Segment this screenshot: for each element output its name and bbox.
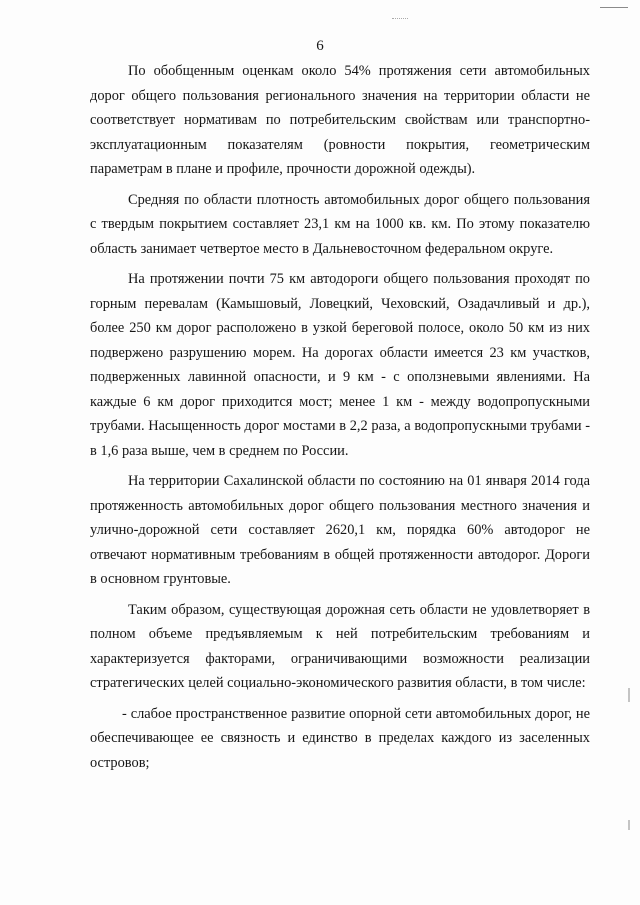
scan-artifact-right [628, 820, 630, 830]
paragraph-mountain-passes: На протяжении почти 75 км автодороги общего пользования проходят по горным перевалам (Камышовый, Ловецкий, Чеховский, Озадачливый и др.), более 250 км дорог расположено в узкой береговой полосе, около 50 км из них подвержено разрушению морем. На дорогах области имеется 23 км участков, подверженных лавинной опасности, и 9 км - с оползневыми явлениями. На каждые 6 км дорог приходится мост; менее 1 км - между водопропускными трубами. Насыщенность дорог мостами в 2,2 раза, а водопропускными трубами - в 1,6 раза выше, чем в среднем по России. [90, 271, 590, 459]
document-body [90, 59, 590, 781]
list-item-weak-network: - слабое пространственное развитие опорной сети автомобильных дорог, не обеспечивающее ее связность и единство в пределах каждого из заселенных островов; [90, 705, 590, 771]
scan-artifact-right [628, 688, 630, 702]
paragraph-road-condition: По обобщенным оценкам около 54% протяжения сети автомобильных дорог общего пользования регионального значения на территории области не соответствует нормативам по потребительским свойствам или транспортно-эксплуатационным показателям (ровности покрытия, геометрическим параметрам в плане и профиле, прочности дорожной одежды). [90, 63, 590, 177]
paragraph-local-roads: На территории Сахалинской области по состоянию на 01 января 2014 года протяженность автомобильных дорог общего пользования местного значения и улично-дорожной сети составляет 2620,1 км, порядка 60% автодорог не отвечают нормативным требованиям в общей протяженности автодорог. Дороги в основном грунтовые. [90, 473, 590, 587]
page-number: 6 [316, 38, 324, 54]
paragraph-conclusion: Таким образом, существующая дорожная сеть области не удовлетворяет в полном объеме предъявляемым к ней потребительским требованиям и характеризуется факторами, ограничивающими возможности реализации стратегических целей социально-экономического развития области, в том числе: [90, 601, 590, 691]
paragraph-road-density: Средняя по области плотность автомобильных дорог общего пользования с твердым покрытием составляет 23,1 км на 1000 кв. км. По этому показателю область занимает четвертое место в Дальневосточном федеральном округе. [90, 191, 590, 257]
scan-artifact-top [392, 18, 408, 21]
scan-artifact-corner [600, 7, 628, 8]
